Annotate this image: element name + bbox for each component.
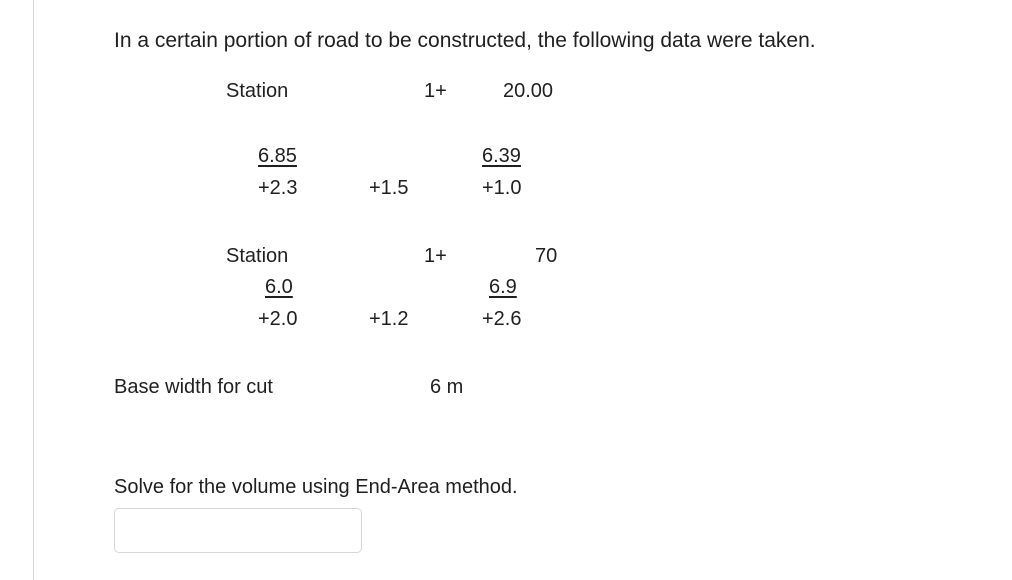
answer-input[interactable] bbox=[114, 508, 362, 553]
base-width-label: Base width for cut bbox=[114, 376, 273, 398]
station2-label: Station bbox=[226, 245, 289, 267]
station2-prefix: 1+ bbox=[424, 245, 447, 267]
station2-left-height: +2.0 bbox=[258, 308, 298, 330]
station1-prefix: 1+ bbox=[424, 80, 447, 102]
station1-left-distance: 6.85 bbox=[258, 145, 297, 167]
station1-left-height: +2.3 bbox=[258, 177, 298, 199]
station2-value: 70 bbox=[535, 245, 558, 267]
station2-right-height: +2.6 bbox=[482, 308, 522, 330]
left-border-line bbox=[33, 0, 34, 580]
solve-prompt: Solve for the volume using End-Area method. bbox=[114, 476, 518, 498]
station2-right-distance: 6.9 bbox=[489, 276, 517, 298]
question-intro: In a certain portion of road to be constructed, the following data were taken. bbox=[114, 29, 816, 52]
station1-label: Station bbox=[226, 80, 289, 102]
station1-value: 20.00 bbox=[503, 80, 554, 102]
base-width-value: 6 m bbox=[430, 376, 464, 398]
station1-center-height: +1.5 bbox=[369, 177, 409, 199]
station2-center-height: +1.2 bbox=[369, 308, 409, 330]
station1-right-height: +1.0 bbox=[482, 177, 522, 199]
station2-left-distance: 6.0 bbox=[265, 276, 293, 298]
station1-right-distance: 6.39 bbox=[482, 145, 521, 167]
